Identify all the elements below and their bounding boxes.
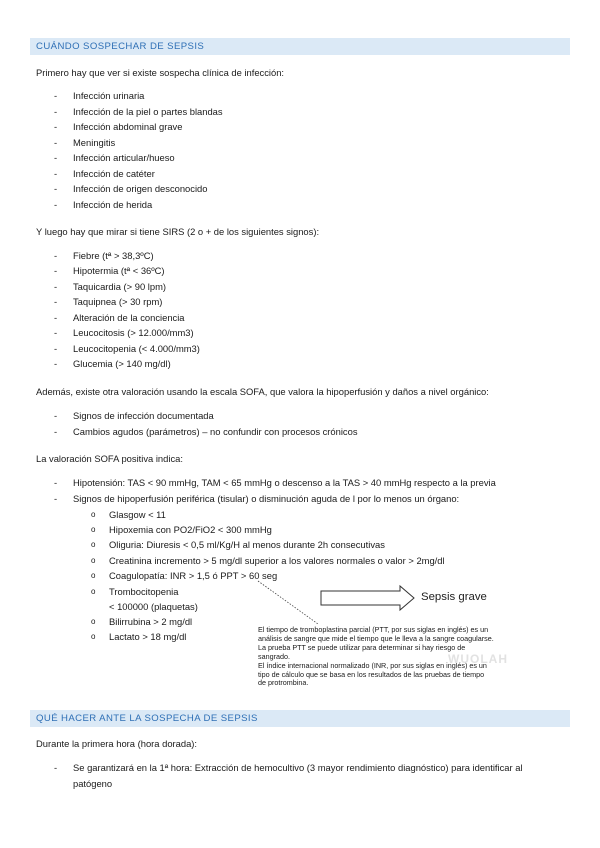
section-heading: QUÉ HACER ANTE LA SOSPECHA DE SEPSIS — [36, 713, 258, 724]
list-item: Se garantizará en la 1ª hora: Extracción de hemocultivo (3 mayor rendimiento diagnóstico) para identificar al — [73, 762, 523, 773]
list-item: Signos de infección documentada — [73, 410, 214, 421]
list-item: Infección abdominal grave — [73, 121, 183, 132]
list-item: Leucocitopenia (< 4.000/mm3) — [73, 343, 200, 354]
list-item: Infección articular/hueso — [73, 152, 175, 163]
dash: - — [54, 426, 58, 437]
dash: - — [54, 90, 58, 101]
dash: - — [54, 358, 58, 369]
sublist-item: Trombocitopenia — [109, 586, 179, 597]
list-item: Glucemia (> 140 mg/dl) — [73, 358, 171, 369]
dash: - — [54, 183, 58, 194]
dash: - — [54, 281, 58, 292]
bullet: o — [91, 587, 96, 596]
arrow-label: Sepsis grave — [421, 591, 487, 603]
sublist-item-detail: < 100000 (plaquetas) — [109, 601, 198, 612]
list-item: Infección urinaria — [73, 90, 145, 101]
sublist-item: Glasgow < 11 — [109, 509, 166, 520]
dash: - — [54, 106, 58, 117]
sirs-intro: Y luego hay que mirar si tiene SIRS (2 o + de los siguientes signos): — [36, 226, 320, 237]
bullet: o — [91, 540, 96, 549]
bullet: o — [91, 632, 96, 641]
list-item: Meningitis — [73, 137, 116, 148]
connector-line — [258, 581, 318, 624]
dash: - — [54, 343, 58, 354]
list-item: Leucocitosis (> 12.000/mm3) — [73, 327, 194, 338]
dash: - — [54, 493, 58, 504]
note-ptt: El tiempo de tromboplastina parcial (PTT, por sus siglas en inglés) es un análisis de sangre que mide el tiempo que le lleva a la sangre coagularse. La prueba PTT se puede utilizar para determinar si hay riesgo de sangrado. — [258, 625, 494, 661]
sofa-positive-intro: La valoración SOFA positiva indica: — [36, 453, 183, 464]
note-inr: El índice internacional normalizado (INR, por sus siglas en inglés) es un tipo de cálculo que se basa en los resultados de las pruebas de tiempo de protrombina. — [258, 660, 487, 688]
list-item: Alteración de la conciencia — [73, 312, 185, 323]
section-heading: CUÁNDO SOSPECHAR DE SEPSIS — [36, 41, 205, 52]
list-item: Hipotensión: TAS < 90 mmHg, TAM < 65 mmHg o descenso a la TAS > 40 mmHg respecto a la previa — [73, 477, 496, 488]
sofa-intro: Además, existe otra valoración usando la escala SOFA, que valora la hipoperfusión y daños a nivel orgánico: — [36, 386, 489, 397]
dash: - — [54, 296, 58, 307]
dash: - — [54, 250, 58, 261]
dash: - — [54, 137, 58, 148]
sublist-item: Hipoxemia con PO2/FiO2 < 300 mmHg — [109, 524, 272, 535]
list-item: Fiebre (tª > 38,3ºC) — [73, 250, 154, 261]
bullet: o — [91, 510, 96, 519]
list-item: Hipotermia (tª < 36ºC) — [73, 265, 165, 276]
sublist-item: Creatinina incremento > 5 mg/dl superior a los valores normales o valor > 2mg/dl — [109, 555, 445, 566]
dash: - — [54, 410, 58, 421]
list-item: Infección de herida — [73, 199, 153, 210]
sepsis-grave-arrow — [321, 586, 414, 610]
dash: - — [54, 121, 58, 132]
sublist-item: Coagulopatía: INR > 1,5 ó PPT > 60 seg — [109, 570, 278, 581]
list-item: Infección de la piel o partes blandas — [73, 106, 223, 117]
dash: - — [54, 265, 58, 276]
bullet: o — [91, 525, 96, 534]
sublist-item: Oliguria: Diuresis < 0,5 ml/Kg/H al menos durante 2h consecutivas — [109, 539, 385, 550]
bullet: o — [91, 571, 96, 580]
bullet: o — [91, 556, 96, 565]
list-item: Infección de catéter — [73, 168, 155, 179]
section2-intro: Durante la primera hora (hora dorada): — [36, 738, 198, 749]
dash: - — [54, 327, 58, 338]
bullet: o — [91, 617, 96, 626]
watermark: WUOLAH — [448, 652, 508, 666]
dash: - — [54, 199, 58, 210]
list-item: Signos de hipoperfusión periférica (tisular) o disminución aguda de l por lo menos un órgano: — [73, 493, 460, 504]
list-item: Infección de origen desconocido — [73, 183, 208, 194]
list-item: Cambios agudos (parámetros) – no confundir con procesos crónicos — [73, 426, 358, 437]
dash: - — [54, 168, 58, 179]
section-heading-bar — [30, 710, 570, 727]
list-item-continuation: patógeno — [73, 778, 113, 789]
list-item: Taquipnea (> 30 rpm) — [73, 296, 163, 307]
list-item: Taquicardia (> 90 lpm) — [73, 281, 167, 292]
dash: - — [54, 152, 58, 163]
intro-paragraph: Primero hay que ver si existe sospecha clínica de infección: — [36, 67, 285, 78]
sublist-item: Lactato > 18 mg/dl — [109, 631, 187, 642]
sublist-item: Bilirrubina > 2 mg/dl — [109, 616, 193, 627]
dash: - — [54, 762, 58, 773]
dash: - — [54, 477, 58, 488]
dash: - — [54, 312, 58, 323]
